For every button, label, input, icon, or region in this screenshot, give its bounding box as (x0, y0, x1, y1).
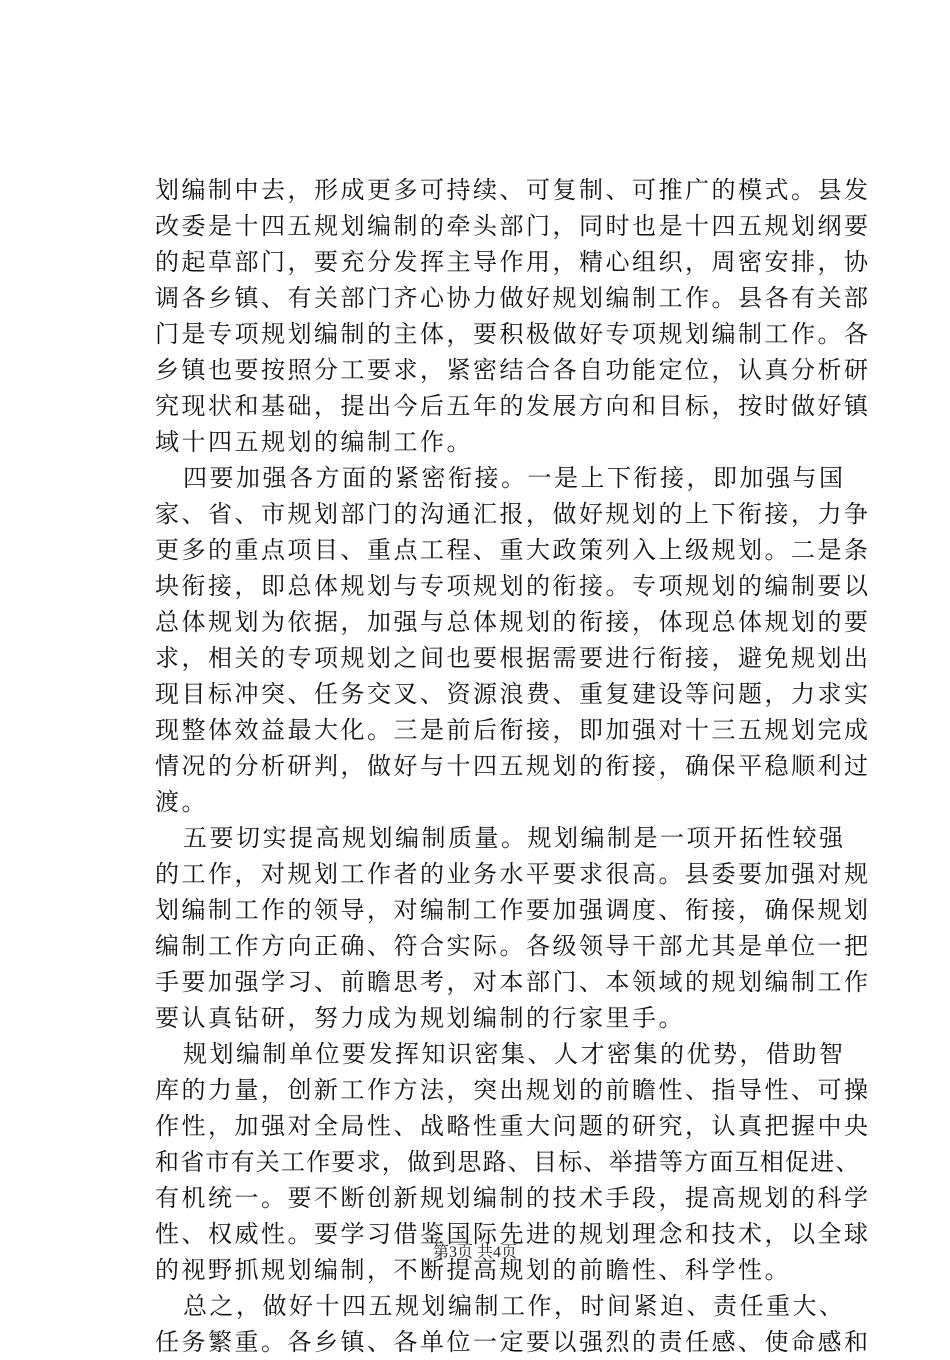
text-line: 现目标冲突、任务交叉、资源浪费、重复建设等问题，力求实 (155, 680, 871, 708)
text-line: 划编制工作的领导，对编制工作要加强调度、衔接，确保规划 (155, 896, 871, 924)
text-line: 更多的重点项目、重点工程、重大政策列入上级规划。二是条 (155, 536, 871, 564)
text-line: 总之，做好十四五规划编制工作，时间紧迫、责任重大、 (183, 1292, 846, 1320)
text-line: 有机统一。要不断创新规划编制的技术手段，提高规划的科学 (155, 1184, 871, 1212)
text-line: 块衔接，即总体规划与专项规划的衔接。专项规划的编制要以 (155, 572, 871, 600)
text-line: 调各乡镇、有关部门齐心协力做好规划编制工作。县各有关部 (155, 284, 871, 312)
text-line: 门是专项规划编制的主体，要积极做好专项规划编制工作。各 (155, 320, 871, 348)
text-line: 现整体效益最大化。三是前后衔接，即加强对十三五规划完成 (155, 716, 871, 744)
text-line: 编制工作方向正确、符合实际。各级领导干部尤其是单位一把 (155, 932, 871, 960)
text-line: 的工作，对规划工作者的业务水平要求很高。县委要加强对规 (155, 860, 871, 888)
text-line: 规划编制单位要发挥知识密集、人才密集的优势，借助智 (183, 1040, 846, 1068)
text-line: 性、权威性。要学习借鉴国际先进的规划理念和技术，以全球 (155, 1220, 871, 1248)
text-line: 的视野抓规划编制，不断提高规划的前瞻性、科学性。 (155, 1256, 791, 1284)
text-line: 家、省、市规划部门的沟通汇报，做好规划的上下衔接，力争 (155, 500, 871, 528)
text-line: 和省市有关工作要求，做到思路、目标、举措等方面互相促进、 (155, 1148, 861, 1176)
text-line: 究现状和基础，提出今后五年的发展方向和目标，按时做好镇 (155, 392, 871, 420)
text-line: 四要加强各方面的紧密衔接。一是上下衔接，即加强与国 (183, 464, 846, 492)
text-line: 任务繁重。各乡镇、各单位一定要以强烈的责任感、使命感和 (155, 1328, 871, 1356)
text-line: 域十四五规划的编制工作。 (155, 428, 473, 456)
text-line: 划编制中去，形成更多可持续、可复制、可推广的模式。县发 (155, 176, 871, 204)
text-line: 情况的分析研判，做好与十四五规划的衔接，确保平稳顺利过 (155, 752, 871, 780)
text-line: 求，相关的专项规划之间也要根据需要进行衔接，避免规划出 (155, 644, 871, 672)
document-body (155, 172, 871, 1360)
page-footer: 第3页 共4页 (432, 1244, 517, 1261)
text-line: 的起草部门，要充分发挥主导作用，精心组织，周密安排，协 (155, 248, 871, 276)
text-line: 渡。 (155, 788, 208, 816)
text-line: 总体规划为依据，加强与总体规划的衔接，体现总体规划的要 (155, 608, 871, 636)
text-line: 要认真钻研，努力成为规划编制的行家里手。 (155, 1004, 685, 1032)
text-line: 五要切实提高规划编制质量。规划编制是一项开拓性较强 (183, 824, 846, 852)
text-line: 乡镇也要按照分工要求，紧密结合各自功能定位，认真分析研 (155, 356, 871, 384)
text-line: 作性，加强对全局性、战略性重大问题的研究，认真把握中央 (155, 1112, 871, 1140)
text-line: 改委是十四五规划编制的牵头部门，同时也是十四五规划纲要 (155, 212, 871, 240)
text-line: 手要加强学习、前瞻思考，对本部门、本领域的规划编制工作 (155, 968, 871, 996)
text-line: 库的力量，创新工作方法，突出规划的前瞻性、指导性、可操 (155, 1076, 871, 1104)
